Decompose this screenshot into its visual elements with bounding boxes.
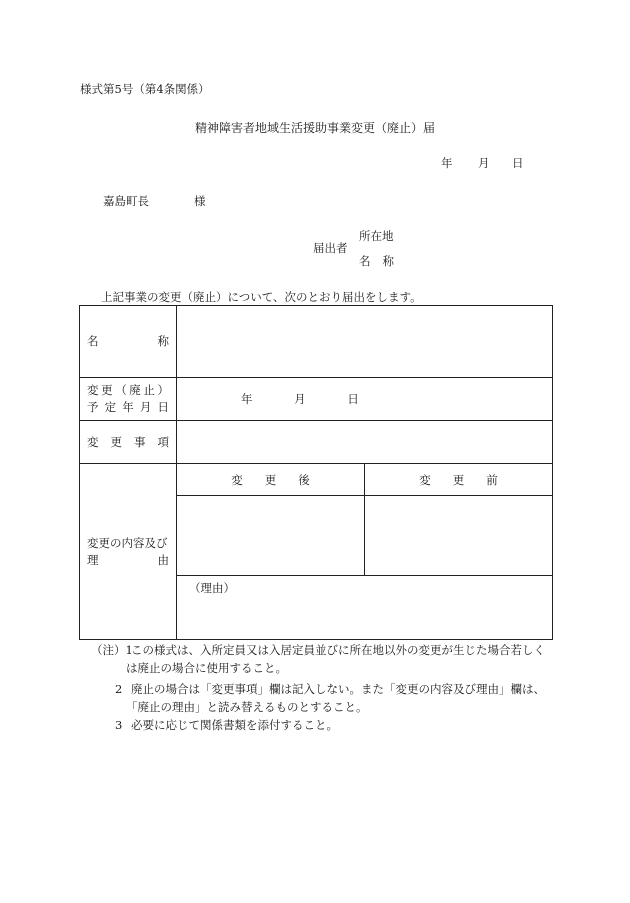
change-item-label-cell — [80, 421, 177, 464]
date-year-label: 年 — [441, 156, 453, 170]
after-change-label: 変更後 — [231, 472, 332, 487]
planned-date-label-line1-char-5: 止 — [143, 383, 155, 397]
note2-line2: 「廃止の理由」と読み替えるものとすること。 — [126, 700, 368, 714]
addressee-name: 嘉島町長 — [103, 194, 149, 208]
name-label-char-2: 称 — [157, 334, 169, 348]
note-marker: （注）1 — [91, 643, 133, 657]
planned-date-label-line2-char-2: 定 — [104, 400, 117, 414]
date-day-label: 日 — [512, 156, 524, 170]
planned-date-label-line2-char-5: 日 — [157, 400, 169, 414]
change-item-label — [87, 434, 169, 451]
planned-date-day: 日 — [347, 392, 359, 406]
form-table — [79, 305, 553, 640]
before-change-header — [365, 464, 553, 496]
name-field[interactable] — [177, 306, 553, 378]
applicant-name-label: 名称 — [359, 254, 406, 268]
change-item-label-char-4: 項 — [157, 434, 169, 449]
name-label — [87, 333, 169, 350]
note3-number: 3 — [115, 718, 123, 732]
planned-date-label-cell — [80, 378, 177, 421]
planned-date-label-line1-char-4: 廃 — [129, 383, 141, 397]
before-change-field[interactable] — [365, 496, 553, 576]
change-item-label-char-1: 変 — [87, 434, 99, 449]
applicant-label: 届出者 — [313, 241, 348, 255]
planned-date-label-line2-char-1: 予 — [87, 400, 99, 414]
content-reason-label-line2 — [87, 552, 169, 569]
name-label-cell — [80, 306, 177, 378]
change-item-field[interactable] — [177, 421, 553, 464]
content-reason-label-char-2: 由 — [157, 552, 169, 567]
intro-text: 上記事業の変更（廃止）について、次のとおり届出をします。 — [101, 290, 422, 304]
content-reason-label-cell — [80, 464, 177, 640]
change-item-label-char-3: 事 — [134, 434, 146, 449]
planned-date-label-line1-char-6: ） — [157, 383, 169, 397]
planned-date-label-line1-char-3: （ — [115, 383, 127, 397]
planned-date-label-line2-char-4: 月 — [139, 400, 152, 414]
content-reason-label-line1: 変更の内容及び — [87, 535, 168, 550]
form-number: 様式第5号（第4条関係） — [80, 82, 210, 96]
planned-date-label-line2-char-3: 年 — [122, 400, 134, 414]
note2-number: 2 — [115, 682, 123, 696]
planned-date-label-line1-char-2: 更 — [101, 383, 113, 397]
date-month-label: 月 — [478, 156, 490, 170]
after-change-header — [177, 464, 365, 496]
addressee-honorific: 様 — [194, 194, 206, 208]
content-reason-label-char-1: 理 — [87, 552, 99, 567]
planned-date-label-line1-char-1: 変 — [87, 383, 99, 397]
planned-date-field[interactable] — [177, 378, 553, 421]
note2-line1: 廃止の場合は「変更事項」欄は記入しない。また「変更の内容及び理由」欄は、 — [131, 682, 545, 696]
change-item-label-char-2: 更 — [110, 434, 122, 449]
planned-date-month: 月 — [294, 392, 306, 406]
note3-line1: 必要に応じて関係書類を添付すること。 — [131, 718, 338, 732]
planned-date-label-line2 — [87, 399, 169, 416]
note1-line2: は廃止の場合に使用すること。 — [126, 661, 287, 675]
note1-line1: この様式は、入所定員又は入居定員並びに所在地以外の変更が生じた場合若しく — [131, 643, 545, 657]
before-change-label: 変更前 — [419, 472, 520, 487]
reason-field[interactable] — [177, 576, 553, 640]
document-title: 精神障害者地域生活援助事業変更（廃止）届 — [194, 121, 435, 135]
name-label-char-1: 名 — [87, 334, 99, 348]
reason-label: （理由） — [189, 581, 235, 595]
planned-date-year: 年 — [241, 392, 253, 406]
applicant-address-label: 所在地 — [359, 229, 394, 243]
planned-date-label-line1 — [87, 382, 169, 399]
after-change-field[interactable] — [177, 496, 365, 576]
